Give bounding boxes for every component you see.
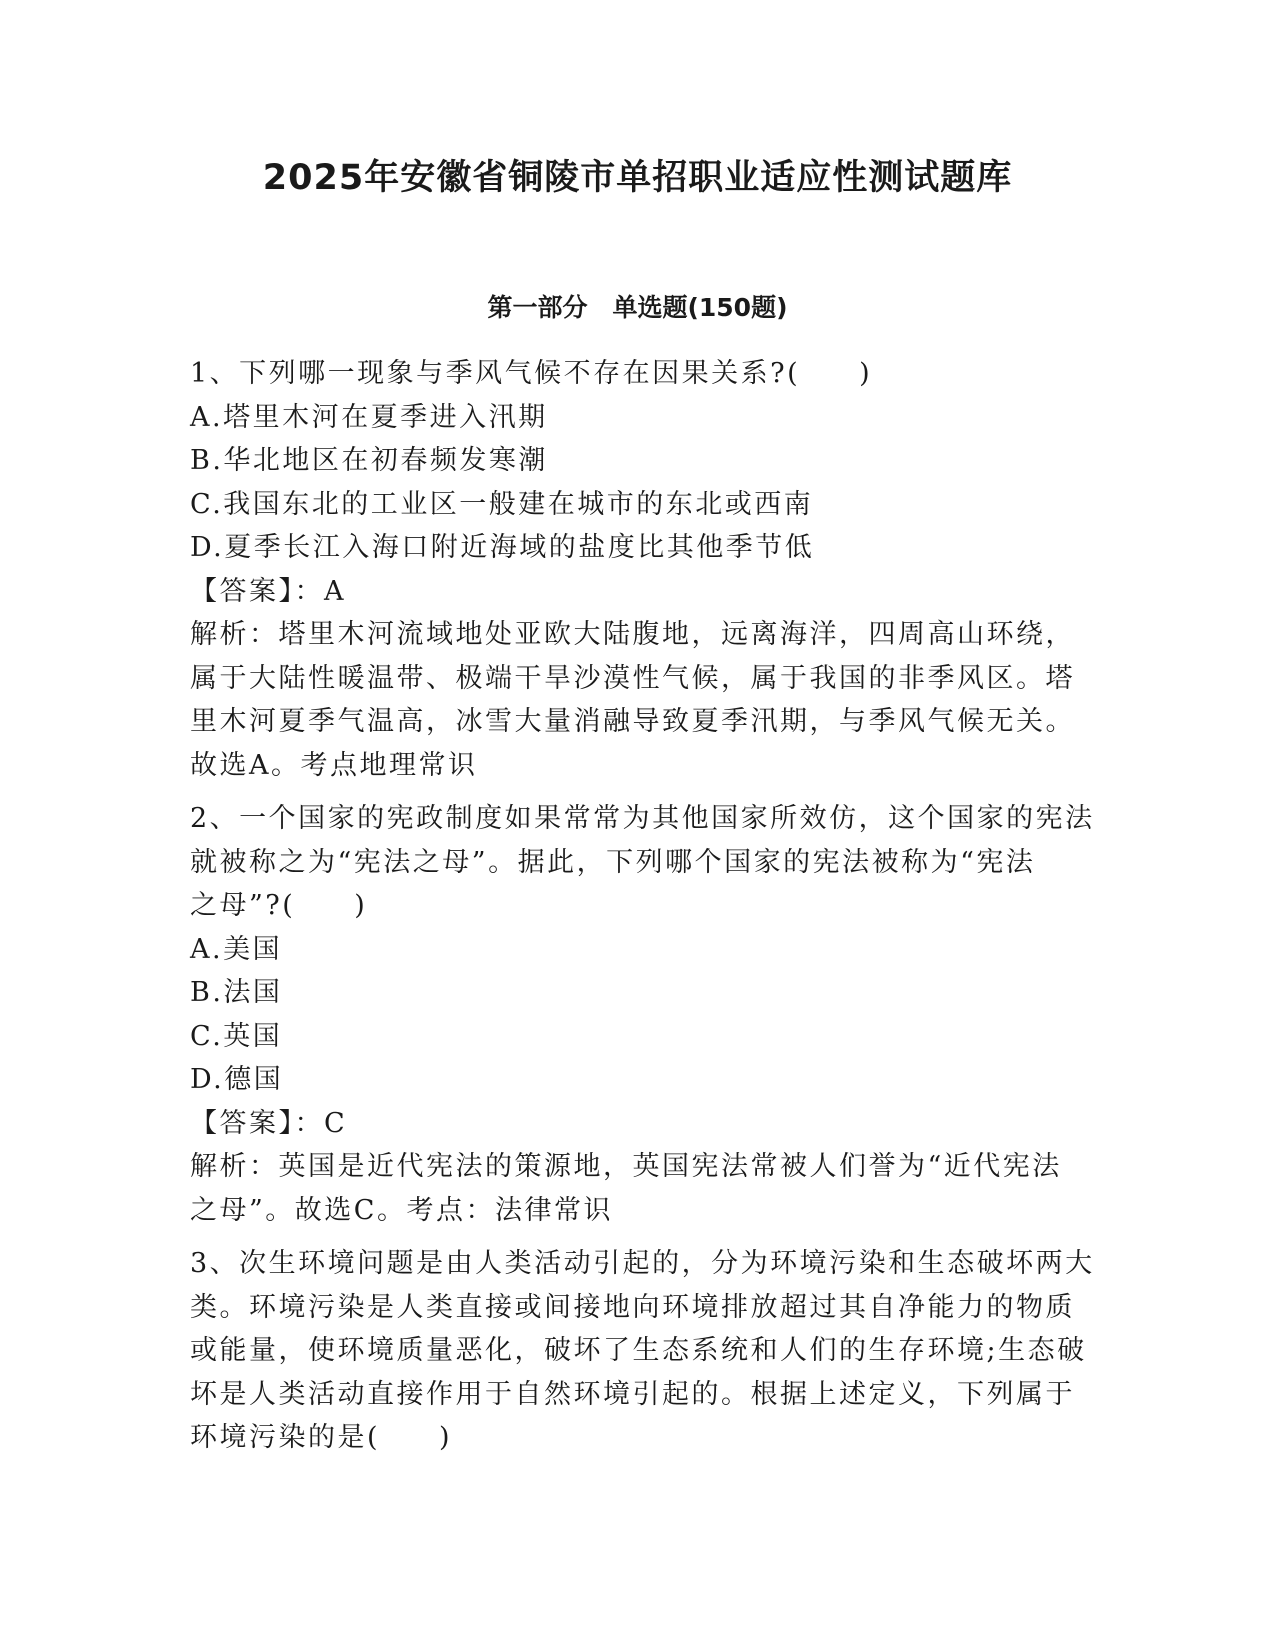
question-list <box>190 352 1095 1460</box>
analysis-line: 解析：塔里木河流域地处亚欧大陆腹地，远离海洋，四周高山环绕， <box>190 619 1075 650</box>
option-a: A.美国 <box>190 933 283 965</box>
option-c: C.英国 <box>190 1020 283 1052</box>
question-stem: 类。环境污染是人类直接或间接地向环境排放超过其自净能力的物质 <box>190 1291 1075 1323</box>
option-c: C.我国东北的工业区一般建在城市的东北或西南 <box>190 488 814 520</box>
option-b: B.华北地区在初春频发寒潮 <box>190 445 548 476</box>
question-stem: 之母”?( ) <box>190 890 368 921</box>
analysis-line: 解析：英国是近代宪法的策源地，英国宪法常被人们誉为“近代宪法 <box>190 1151 1062 1182</box>
question-1 <box>190 352 1085 787</box>
document-title: 2025年安徽省铜陵市单招职业适应性测试题库 <box>262 158 1013 198</box>
analysis-line: 里木河夏季气温高，冰雪大量消融导致夏季汛期，与季风气候无关。 <box>190 706 1075 737</box>
question-stem: 就被称之为“宪法之母”。据此，下列哪个国家的宪法被称为“宪法 <box>190 846 1036 878</box>
question-gap <box>190 1232 1085 1242</box>
option-d: D.夏季长江入海口附近海域的盐度比其他季节低 <box>190 532 815 563</box>
section-title: 第一部分 单选题(150题) <box>487 293 788 322</box>
option-a: A.塔里木河在夏季进入汛期 <box>190 401 548 433</box>
question-stem: 或能量，使环境质量恶化，破坏了生态系统和人们的生存环境;生态破 <box>190 1335 1087 1366</box>
answer: 【答案】：A <box>190 575 346 607</box>
question-stem: 坏是人类活动直接作用于自然环境引起的。根据上述定义，下列属于 <box>190 1378 1075 1410</box>
question-stem: 2、一个国家的宪政制度如果常常为其他国家所效仿，这个国家的宪法 <box>190 803 1095 834</box>
analysis-line: 之母”。故选C。考点：法律常识 <box>190 1194 613 1226</box>
question-gap <box>190 787 1085 797</box>
option-b: B.法国 <box>190 977 283 1008</box>
question-stem: 环境污染的是( ) <box>190 1422 453 1453</box>
analysis-line: 故选A。考点地理常识 <box>190 749 478 781</box>
question-3 <box>190 1242 1095 1460</box>
question-2 <box>190 797 1095 1232</box>
question-stem: 3、次生环境问题是由人类活动引起的，分为环境污染和生态破坏两大 <box>190 1248 1095 1279</box>
option-d: D.德国 <box>190 1064 284 1095</box>
answer: 【答案】：C <box>190 1107 348 1139</box>
analysis-line: 属于大陆性暖温带、极端干旱沙漠性气候，属于我国的非季风区。塔 <box>190 662 1075 694</box>
question-stem: 1、下列哪一现象与季风气候不存在因果关系?( ) <box>190 358 873 389</box>
